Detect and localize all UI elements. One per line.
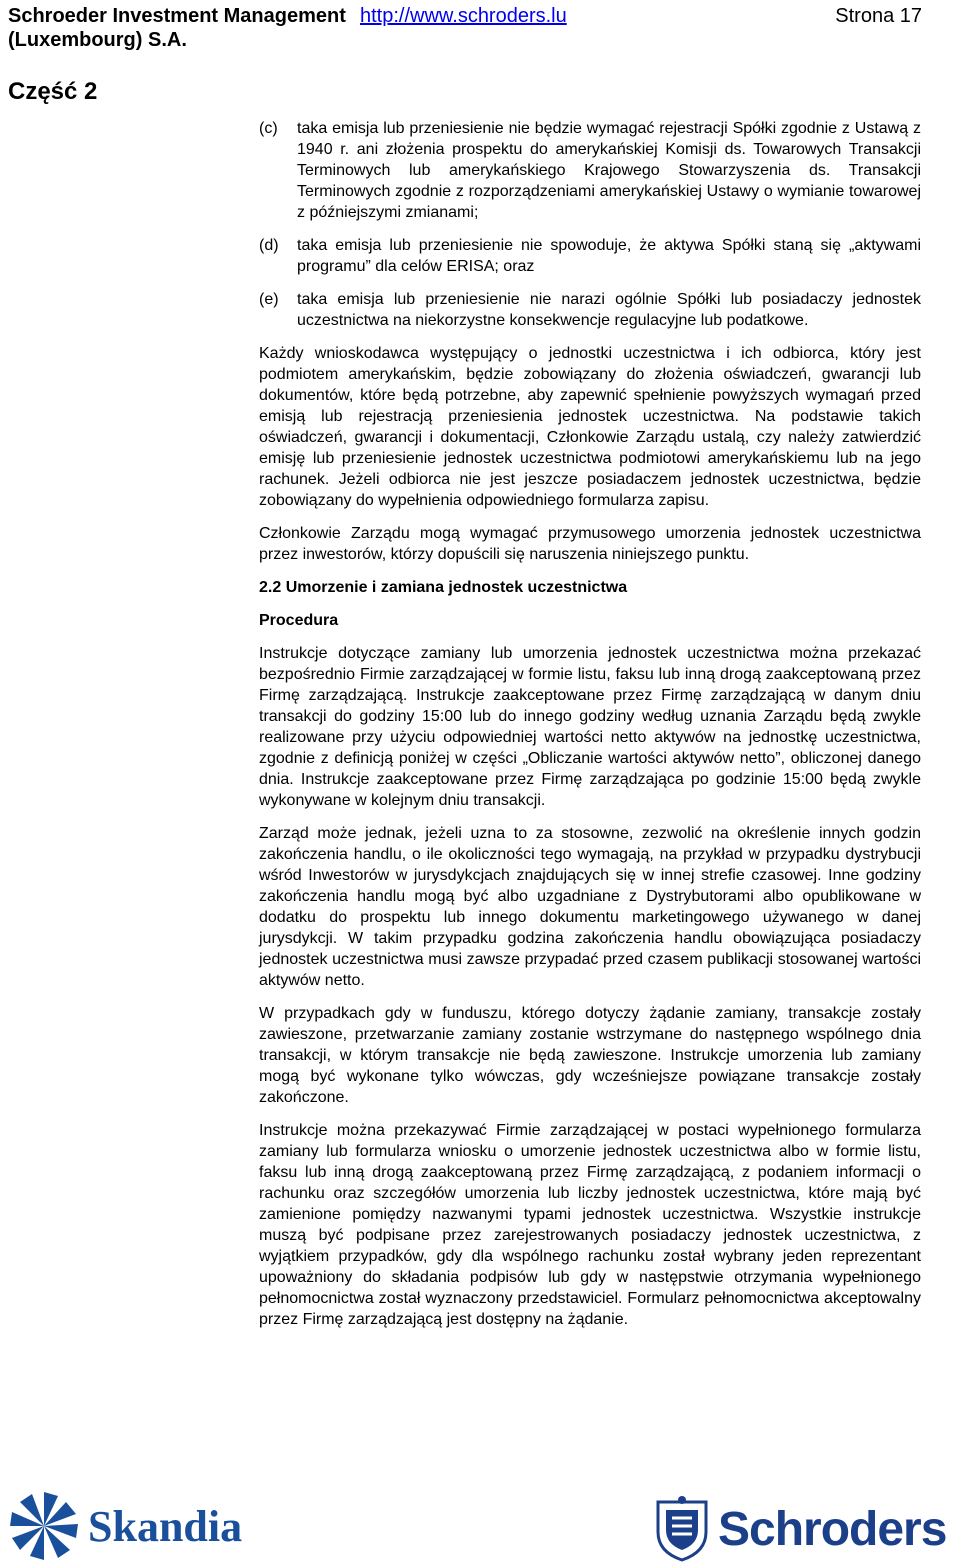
header-company <box>8 4 346 52</box>
list-item-e <box>259 289 921 331</box>
paragraph: Instrukcje można przekazywać Firmie zarządzającej w postaci wypełnionego formularza zamiany lub formularza wniosku o umorzenie jednostek uczestnictwa albo w formie listu, faksu lub inną drogą zaakceptowaną przez Firmę zarządzającą, z podaniem informacji o rachunku oraz szczegółów umorzenia lub liczby jednostek uczestnictwa, które mają być zamienione pomiędzy nazwanymi typami jednostek uczestnictwa. Wszystkie instrukcje muszą być podpisane przez zarejestrowanych posiadaczy jednostek uczestnictwa, z wyjątkiem przypadków, gdy dla wspólnego rachunku został wybrany jeden reprezentant upoważniony do składania podpisów lub gdy w następstwie otrzymania wypełnionego pełnomocnictwa został wyznaczony przedstawiciel. Formularz pełnomocnictwa akceptowalny przez Firmę zarządzającą jest dostępny na żądanie. <box>259 1122 921 1328</box>
list-item-c <box>259 118 921 223</box>
skandia-umbrella-icon <box>6 1488 82 1564</box>
list-text: taka emisja lub przeniesienie nie narazi ogólnie Spółki lub posiadaczy jednostek uczestnictwa na niekorzystne konsekwencje regulacyjne lub podatkowe. <box>297 291 921 329</box>
subheading: Procedura <box>259 612 339 629</box>
schroders-wordmark: Schroders <box>718 1502 947 1556</box>
list-label: (d) <box>259 237 279 254</box>
paragraph: Instrukcje dotyczące zamiany lub umorzenia jednostek uczestnictwa można przekazać bezpośrednio Firmie zarządzającej w formie listu, faksu lub inną drogą zaakceptowaną przez Firmę zarządzającą. Instrukcje zaakceptowane przez Firmę zarządzającą w danym dniu transakcji do godziny 15:00 lub do innego godziny według uznania Zarządu będą zwykle realizowane przy użyciu odpowiedniej wartości netto aktywów na jednostkę uczestnictwa, zgodnie z definicją poniżej w części „Obliczanie wartości aktywów netto”, obliczonej danego dnia. Instrukcje zaakceptowane przez Firmę zarządzająca po godzinie 15:00 będą zwykle wykonywane w kolejnym dniu transakcji. <box>259 645 921 809</box>
schroders-logo <box>654 1496 946 1562</box>
list-label: (e) <box>259 291 279 308</box>
paragraph: W przypadkach gdy w funduszu, którego dotyczy żądanie zamiany, transakcje zostały zawieszone, przetwarzanie zamiany zostanie wstrzymane do następnego wspólnego dnia transakcji, w którym transakcje nie będą zawieszone. Instrukcje umorzenia lub zamiany mogą być wykonane tylko wówczas, gdy wcześniejsze powiązane transakcje zostały zakończone. <box>259 1005 921 1106</box>
list-item-d <box>259 235 921 277</box>
company-name-line1: Schroeder Investment Management <box>8 5 346 27</box>
website-link[interactable]: http://www.schroders.lu <box>360 5 567 27</box>
list-text: taka emisja lub przeniesienie nie spowoduje, że aktywa Spółki staną się „aktywami programu” dla celów ERISA; oraz <box>297 237 921 275</box>
paragraph: Członkowie Zarządu mogą wymagać przymusowego umorzenia jednostek uczestnictwa przez inwestorów, którzy dopuścili się naruszenia niniejszego punktu. <box>259 525 921 563</box>
skandia-wordmark: Skandia <box>88 1501 243 1551</box>
company-name-line2: (Luxembourg) S.A. <box>8 29 187 51</box>
page-number: Strona 17 <box>835 5 922 27</box>
schroders-crest-icon <box>654 1496 710 1562</box>
list-label: (c) <box>259 120 278 137</box>
section-heading: 2.2 Umorzenie i zamiana jednostek uczestnictwa <box>259 579 628 596</box>
paragraph: Każdy wnioskodawca występujący o jednostki uczestnictwa i ich odbiorca, który jest podmiotem amerykańskim, będzie zobowiązany do złożenia oświadczeń, gwarancji lub dokumentów, które będą potrzebne, aby zapewnić spełnienie powyższych wymagań przed emisją lub rejestracją przeniesienia jednostek uczestnictwa. Na podstawie takich oświadczeń, gwarancji i dokumentacji, Członkowie Zarządu ustalą, czy należy zatwierdzić emisję lub przeniesienie jednostek uczestnictwa podmiotowi amerykańskiemu lub na jego rachunek. Jeżeli odbiorca nie jest jeszcze posiadaczem jednostek uczestnictwa, będzie zobowiązany do wypełnienia odpowiedniego formularza zapisu. <box>259 345 921 509</box>
main-content <box>259 118 921 1342</box>
paragraph: Zarząd może jednak, jeżeli uzna to za stosowne, zezwolić na określenie innych godzin zakończenia handlu, o ile okoliczności tego wymagają, na przykład w przypadku dystrybucji wśród Inwestorów w jurysdykcjach znajdujących się w innej strefie czasowej. Inne godziny zakończenia handlu mogą być albo uzgadniane z Dystrybutorami albo opublikowane w dodatku do prospektu lub innego dokumentu marketingowego używanego w danej jurysdykcji. W takim przypadku godzina zakończenia handlu obowiązująca posiadaczy jednostek uczestnictwa musi zawsze przypadać przed czasem publikacji stosowanej wartości aktywów netto. <box>259 825 921 989</box>
part-title: Część 2 <box>8 78 98 105</box>
skandia-logo <box>6 1486 242 1566</box>
list-text: taka emisja lub przeniesienie nie będzie wymagać rejestracji Spółki zgodnie z Ustawą z 1940 r. ani złożenia prospektu do amerykańskiej Komisji ds. Towarowych Transakcji Terminowych lub amerykańskiego Krajowego Stowarzyszenia ds. Transakcji Terminowych zgodnie z rozporządzeniami amerykańskiej Ustawy o wymianie towarowej z późniejszymi zmianami; <box>297 120 921 221</box>
